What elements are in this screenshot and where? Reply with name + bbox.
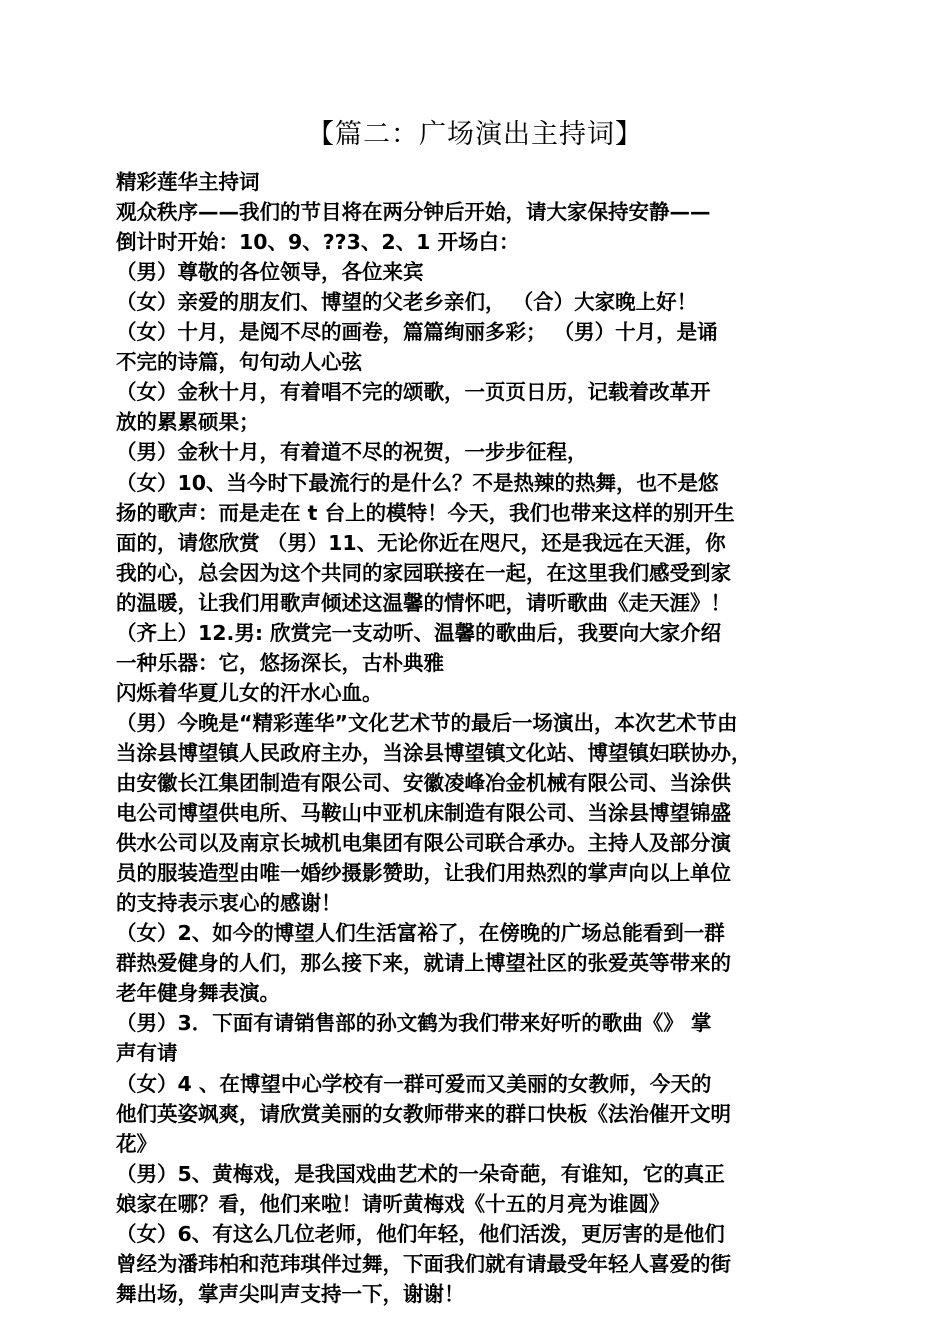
text-line: 精彩莲华主持词 — [116, 170, 260, 194]
text-line: （男）3．下面有请销售部的孙文鹤为我们带来好听的歌曲《》 掌 — [116, 1011, 712, 1036]
text-line: 曾经为潘玮柏和范玮琪伴过舞，下面我们就有请最受年轻人喜爱的街 — [116, 1251, 731, 1276]
text-line: 由安徽长江集团制造有限公司、安徽凌峰冶金机械有限公司、当涂供 — [116, 771, 731, 795]
document-title: 【篇二：广场演出主持词】 — [307, 119, 643, 150]
text-line: 老年健身舞表演。 — [116, 981, 280, 1006]
text-line: （男）今晚是“精彩莲华”文化艺术节的最后一场演出，本次艺术节由 — [116, 710, 738, 735]
text-line: 的支持表示衷心的感谢！ — [116, 891, 342, 916]
text-line: 花》 — [116, 1131, 157, 1156]
text-line: 舞出场，掌声尖叫声支持一下，谢谢！ — [116, 1281, 465, 1306]
text-line: （女）2、如今的博望人们生活富裕了，在傍晚的广场总能看到一群 — [116, 921, 725, 946]
text-line: 一种乐器：它，悠扬深长，古朴典雅 — [116, 650, 444, 675]
text-line: （男）尊敬的各位领导，各位来宾 — [116, 260, 424, 285]
text-line: 娘家在哪？看，他们来啦！请听黄梅戏《十五的月亮为谁圆》 — [116, 1191, 670, 1216]
text-line: （女）10、当今时下最流行的是什么？不是热辣的热舞，也不是悠 — [116, 470, 719, 495]
text-line: 当涂县博望镇人民政府主办，当涂县博望镇文化站、博望镇妇联协办， — [116, 740, 752, 765]
text-line: （男）金秋十月，有着道不尽的祝贺，一步步征程， — [116, 440, 588, 465]
text-line: 倒计时开始：10、9、??3、2、1 开场白： — [116, 230, 520, 255]
text-line: （女）6、有这么几位老师，他们年轻，他们活泼，更厉害的是他们 — [116, 1221, 725, 1246]
text-line: 群热爱健身的人们，那么接下来，就请上博望社区的张爱英等带来的 — [116, 951, 731, 976]
text-line: 声有请 — [116, 1041, 178, 1066]
text-line: （男）5、黄梅戏，是我国戏曲艺术的一朵奇葩，有谁知，它的真正 — [116, 1161, 725, 1186]
text-line: （女）4 、在博望中心学校有一群可爱而又美丽的女教师，今天的 — [116, 1071, 712, 1096]
text-line: 供水公司以及南京长城机电集团有限公司联合承办。主持人及部分演 — [116, 831, 731, 856]
text-line: （女）金秋十月，有着唱不完的颂歌，一页页日历，记载着改革开 — [116, 380, 711, 405]
text-line: 观众秩序——我们的节目将在两分钟后开始，请大家保持安静—— — [116, 200, 711, 225]
text-line: 我的心，总会因为这个共同的家园联接在一起，在这里我们感受到家 — [116, 560, 731, 585]
text-line: 他们英姿飒爽，请欣赏美丽的女教师带来的群口快板《法治催开文明 — [116, 1101, 731, 1126]
text-line: 不完的诗篇，句句动人心弦 — [116, 350, 362, 375]
text-line: 员的服装造型由唯一婚纱摄影赞助，让我们用热烈的掌声向以上单位 — [116, 861, 731, 886]
text-line: （齐上）12.男: 欣赏完一支动听、温馨的歌曲后，我要向大家介绍 — [116, 620, 722, 645]
text-line: 扬的歌声：而是走在 t 台上的模特！今天，我们也带来这样的别开生 — [116, 500, 735, 525]
text-line: 的温暖，让我们用歌声倾述这温馨的情怀吧，请听歌曲《走天涯》！ — [116, 590, 731, 615]
text-line: 电公司博望供电所、马鞍山中亚机床制造有限公司、当涂县博望锦盛 — [116, 801, 731, 826]
text-line: 面的，请您欣赏 （男）11、无论你近在咫尺，还是我远在天涯，你 — [116, 530, 726, 555]
text-line: 放的累累硕果； — [116, 410, 260, 435]
text-line: （女）亲爱的朋友们、博望的父老乡亲们， （合）大家晚上好！ — [116, 290, 698, 315]
text-line: 闪烁着华夏儿女的汗水心血。 — [116, 680, 383, 705]
text-line: （女）十月，是阅不尽的画卷，篇篇绚丽多彩； （男）十月，是诵 — [116, 320, 718, 345]
